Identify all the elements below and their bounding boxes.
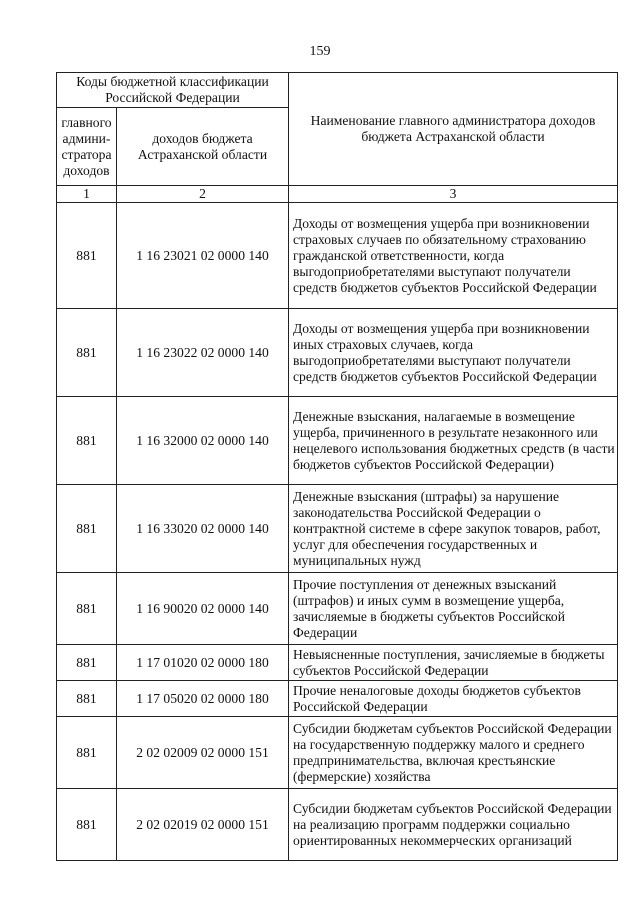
income-name-cell: Субсидии бюджетам субъектов Российской Федерации на реализацию программ поддержки социально ориентированных некоммерческих организаций bbox=[289, 789, 618, 861]
page-number: 159 bbox=[309, 44, 331, 59]
table-row bbox=[57, 789, 618, 861]
income-name-cell: Невыясненные поступления, зачисляемые в бюджеты субъектов Российской Федерации bbox=[289, 645, 618, 681]
header-col-budget: доходов бюджета Астраханской области bbox=[117, 108, 289, 186]
budget-classification-table bbox=[56, 72, 618, 861]
admin-code-cell: 881 bbox=[57, 485, 117, 573]
table-row bbox=[57, 645, 618, 681]
column-number-1: 1 bbox=[57, 186, 117, 203]
budget-code-cell: 1 16 33020 02 0000 140 bbox=[117, 485, 289, 573]
admin-code-cell: 881 bbox=[57, 397, 117, 485]
budget-code-cell: 1 17 05020 02 0000 180 bbox=[117, 681, 289, 717]
budget-code-cell: 1 16 90020 02 0000 140 bbox=[117, 573, 289, 645]
table-row bbox=[57, 681, 618, 717]
budget-code-cell: 2 02 02019 02 0000 151 bbox=[117, 789, 289, 861]
budget-code-cell: 2 02 02009 02 0000 151 bbox=[117, 717, 289, 789]
header-col-name: Наименование главного администратора доходов бюджета Астраханской области bbox=[289, 73, 618, 186]
table-row bbox=[57, 203, 618, 309]
budget-code-cell: 1 16 23021 02 0000 140 bbox=[117, 203, 289, 309]
table-row bbox=[57, 485, 618, 573]
income-name-cell: Прочие поступления от денежных взысканий (штрафов) и иных сумм в возмещение ущерба, зачисляемые в бюджеты субъектов Российской Федерации bbox=[289, 573, 618, 645]
admin-code-cell: 881 bbox=[57, 789, 117, 861]
admin-code-cell: 881 bbox=[57, 309, 117, 397]
table-row bbox=[57, 573, 618, 645]
header-group-title: Коды бюджетной классификации Российской Федерации bbox=[57, 73, 289, 108]
income-name-cell: Доходы от возмещения ущерба при возникновении страховых случаев по обязательному страхованию гражданской ответственности, когда выгодоприобретателями выступают получатели средств бюджетов субъектов Российской Федерации bbox=[289, 203, 618, 309]
admin-code-cell: 881 bbox=[57, 203, 117, 309]
income-name-cell: Доходы от возмещения ущерба при возникновении иных страховых случаев, когда выгодоприобретателями выступают получатели средств бюджетов субъектов Российской Федерации bbox=[289, 309, 618, 397]
income-name-cell: Прочие неналоговые доходы бюджетов субъектов Российской Федерации bbox=[289, 681, 618, 717]
table-row bbox=[57, 717, 618, 789]
table-row bbox=[57, 309, 618, 397]
admin-code-cell: 881 bbox=[57, 717, 117, 789]
budget-code-cell: 1 17 01020 02 0000 180 bbox=[117, 645, 289, 681]
income-name-cell: Субсидии бюджетам субъектов Российской Федерации на государственную поддержку малого и среднего предпринимательства, включая крестьянские (фермерские) хозяйства bbox=[289, 717, 618, 789]
table-row bbox=[57, 397, 618, 485]
admin-code-cell: 881 bbox=[57, 645, 117, 681]
admin-code-cell: 881 bbox=[57, 573, 117, 645]
column-number-2: 2 bbox=[117, 186, 289, 203]
admin-code-cell: 881 bbox=[57, 681, 117, 717]
income-name-cell: Денежные взыскания, налагаемые в возмещение ущерба, причиненного в результате незаконного или нецелевого использования бюджетных средств (в части бюджетов субъектов Российской Федерации) bbox=[289, 397, 618, 485]
budget-code-cell: 1 16 32000 02 0000 140 bbox=[117, 397, 289, 485]
header-col-admin: главного админи- стратора доходов bbox=[57, 108, 117, 186]
column-number-3: 3 bbox=[289, 186, 618, 203]
income-name-cell: Денежные взыскания (штрафы) за нарушение законодательства Российской Федерации о контрактной системе в сфере закупок товаров, работ, услуг для обеспечения государственных и муниципальных нужд bbox=[289, 485, 618, 573]
budget-code-cell: 1 16 23022 02 0000 140 bbox=[117, 309, 289, 397]
